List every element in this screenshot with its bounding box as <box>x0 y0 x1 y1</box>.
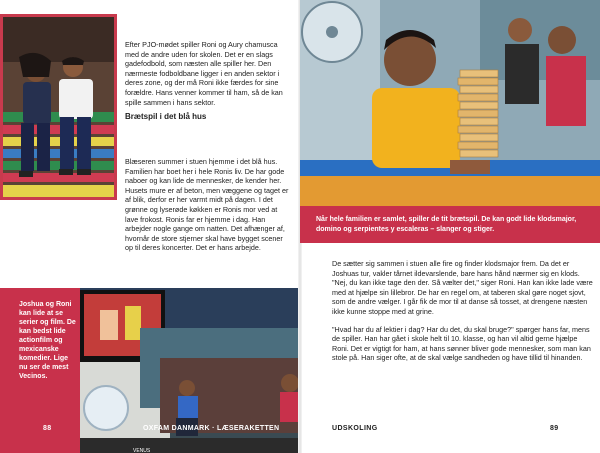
intro-paragraph: Efter PJO-mødet spiller Roni og Aury chamusca med de andre uden for skolen. Det er en slags gadefodbold, som næsten alle spiller her. Den nærmeste fodboldbane ligger i en anden sektor i deres zone, og der må Roni ikke færdes for sine forældre. Hans venner kommer til ham, så de kan spille sammen i hans sektor. <box>125 40 283 107</box>
intro-text-column <box>125 40 291 124</box>
family-game-illustration <box>300 0 600 206</box>
right-photo-caption-box <box>300 206 600 243</box>
photo-roni-and-aury-on-stairs <box>0 14 117 200</box>
right-paragraph-2: "Hvad har du af lektier i dag? Har du det, du skal bruge?" spørger hans far, mens de spiller. Han har gået i skole helt til 10. klasse, og han vil altid gerne hjælpe Roni. Det er vigtigt for ham, at hans sønner bliver gode mennesker, som man kan stole på. Han siger ofte, at de skal vælge sandheden og have tillid til hinanden. <box>332 324 591 363</box>
right-text-column <box>332 259 594 368</box>
photo-family-playing-jenga <box>300 0 600 206</box>
body-text-column <box>125 157 291 253</box>
section-subheading: Brætspil i det blå hus <box>125 112 207 122</box>
jenga-tower <box>458 70 498 157</box>
running-title: OXFAM DANMARK · LÆSERAKETTEN <box>143 425 280 432</box>
body-paragraph: Blæseren summer i stuen hjemme i det blå hus. Familien har boet her i hele Ronis liv. De har gode naboer og kan lide de mennesker, de kender her. Husets mure er af beton, men væggene og taget er af blik, derfor er her varmt midt på dagen. I det grønne og lyserøde køkken er Ronis mor ved at lave frokost. Ronis far er hjemme i dag. Han arbejder nogle gange om natten. Det afhænger af, hvornår de store stjerner skal have bygget scener op til deres koncerter. Det er hans arbejde. <box>125 157 289 253</box>
svg-text:VENUS: VENUS <box>133 448 151 453</box>
left-photo-caption-box <box>0 288 80 453</box>
section-label: UDSKOLING <box>332 425 378 432</box>
stairs-illustration <box>3 17 114 197</box>
page-number-left: 88 <box>43 425 52 432</box>
left-photo-caption: Joshua og Roni kan lide at se serier og film. De kan bedst lide actionfilm og mexicanske komedier. Lige nu ser de mest Vecinos. <box>19 301 76 380</box>
page-number-right: 89 <box>550 425 559 432</box>
right-photo-caption: Når hele familien er samlet, spiller de tit brætspil. De kan godt lide klodsmajor, domino og serpientes y escaleras – slanger og stiger. <box>316 216 577 233</box>
right-page <box>300 0 600 453</box>
right-paragraph-1: De sætter sig sammen i stuen alle fire og finder klodsmajor frem. Da det er Joshuas tur, vakler tårnet ildevarslende, bare hans hånd nærmer sig en klods. "Nej, du kan ikke tage den der. Så vælter det," siger Roni. Han kan ikke lade være med at hjælpe sin lillebror. De har en regel om, at taberen skal gøre noget sjovt, som de andre vælger. I går fik de mor til at danse så tosset, at drengene næsten ikke kunne stoppe med at grine. <box>332 259 593 316</box>
